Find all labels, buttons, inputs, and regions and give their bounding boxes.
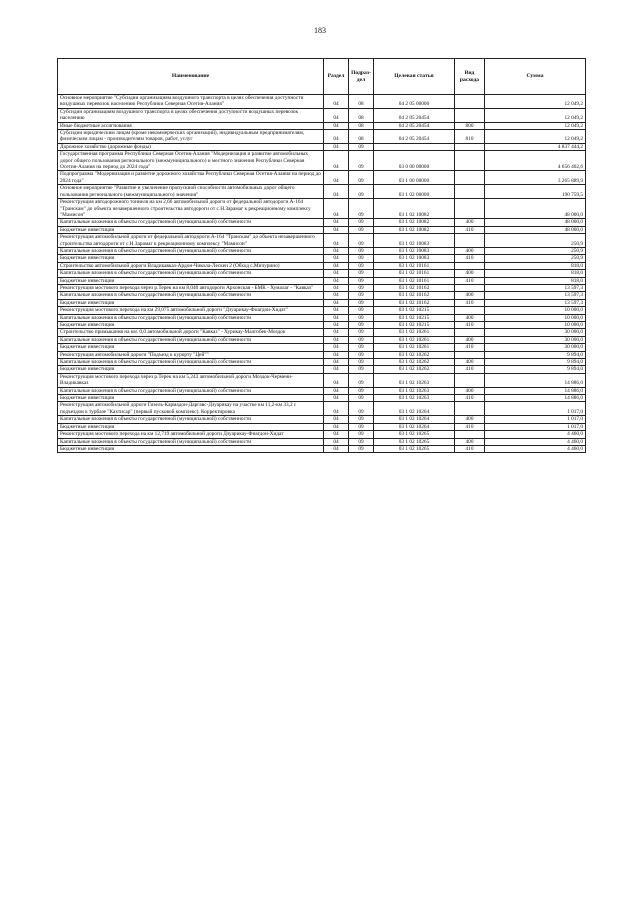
row-section: 04	[324, 284, 349, 291]
row-target: 03 1 02 10265	[374, 438, 455, 445]
row-expense-type: 800	[455, 122, 485, 129]
row-target	[374, 143, 455, 150]
row-subsection: 09	[349, 351, 374, 358]
row-section: 04	[324, 373, 349, 387]
table-row	[58, 143, 586, 150]
row-target: 03 1 02 10215	[374, 307, 455, 314]
row-section: 04	[324, 395, 349, 402]
row-expense-type	[455, 143, 485, 150]
table-row	[58, 387, 586, 394]
row-name: Капитальные вложения в объекты государственной (муниципальной) собственности	[58, 336, 324, 343]
table-row	[58, 185, 586, 199]
row-name: Капитальные вложения в объекты государственной (муниципальной) собственности	[58, 387, 324, 394]
row-subsection: 09	[349, 185, 374, 199]
row-target: 03 1 02 00000	[374, 185, 455, 199]
row-section: 04	[324, 329, 349, 336]
row-sum: 12 049,2	[485, 108, 586, 122]
row-subsection: 09	[349, 284, 374, 291]
row-expense-type	[455, 185, 485, 199]
table-row	[58, 373, 586, 387]
row-section: 04	[324, 247, 349, 254]
table-row	[58, 431, 586, 438]
row-name: Капитальные вложения в объекты государственной (муниципальной) собственности	[58, 247, 324, 254]
row-subsection: 09	[349, 307, 374, 314]
row-expense-type: 400	[455, 247, 485, 254]
row-name: Дорожное хозяйство (дорожные фонды)	[58, 143, 324, 150]
row-target: 03 1 02 10082	[374, 219, 455, 226]
row-sum: 4 837 444,2	[485, 143, 586, 150]
row-target: 03 1 02 10083	[374, 255, 455, 262]
table-row	[58, 255, 586, 262]
row-expense-type: 400	[455, 219, 485, 226]
row-subsection: 09	[349, 402, 374, 416]
row-expense-type: 410	[455, 423, 485, 430]
row-expense-type	[455, 373, 485, 387]
row-subsection: 08	[349, 122, 374, 129]
row-expense-type	[455, 307, 485, 314]
table-row	[58, 307, 586, 314]
row-name: Капитальные вложения в объекты государственной (муниципальной) собственности	[58, 416, 324, 423]
row-target: 03 1 02 10264	[374, 423, 455, 430]
row-subsection: 09	[349, 292, 374, 299]
row-name: Реконструкция автомобильной дороги от федеральной автодороги А-164 "Транскам" до объекта незавершенного строительства автодороги от с.Н.Зарамаг к рекреационному комплексу "Мамисон"	[58, 234, 324, 248]
table-row	[58, 270, 586, 277]
row-section: 04	[324, 307, 349, 314]
row-subsection: 08	[349, 95, 374, 109]
row-expense-type: 400	[455, 387, 485, 394]
row-subsection: 09	[349, 234, 374, 248]
row-target: 03 1 02 10262	[374, 351, 455, 358]
row-sum: 1 017,0	[485, 423, 586, 430]
row-expense-type	[455, 95, 485, 109]
row-subsection: 09	[349, 329, 374, 336]
row-section: 04	[324, 445, 349, 452]
row-name: Субсидии организациям воздушного транспорта в целях обеспечения доступности воздушных перевозок населению	[58, 108, 324, 122]
row-sum: 30 000,0	[485, 329, 586, 336]
header-expense-type: Вид расхода	[455, 59, 485, 95]
row-name: Реконструкция мостового перехода на км 12,719 автомобильной дороги Дзуарикау-Фиагдон-Хидат	[58, 431, 324, 438]
table-row	[58, 402, 586, 416]
row-target: 03 1 02 10161	[374, 262, 455, 269]
row-name: Реконструкция мостового перехода через р.Терек на км 8,040 автодороги Архонская - БМК - Хумалаг - "Кавказ"	[58, 284, 324, 291]
row-sum: 13 597,3	[485, 284, 586, 291]
table-row	[58, 438, 586, 445]
table-row	[58, 329, 586, 336]
row-expense-type: 410	[455, 255, 485, 262]
row-section: 04	[324, 108, 349, 122]
row-sum: 3 265 889,9	[485, 171, 586, 185]
row-section: 04	[324, 402, 349, 416]
row-name: Бюджетные инвестиции	[58, 445, 324, 452]
row-target: 03 1 02 10261	[374, 329, 455, 336]
row-target: 03 1 02 10215	[374, 314, 455, 321]
row-sum: 818,0	[485, 270, 586, 277]
row-expense-type: 400	[455, 336, 485, 343]
row-sum: 12 049,2	[485, 122, 586, 129]
row-target: 03 1 02 10262	[374, 366, 455, 373]
row-section: 04	[324, 299, 349, 306]
row-expense-type	[455, 284, 485, 291]
row-subsection: 09	[349, 171, 374, 185]
row-section: 04	[324, 226, 349, 233]
table-row	[58, 299, 586, 306]
row-expense-type: 410	[455, 344, 485, 351]
row-section: 04	[324, 344, 349, 351]
row-expense-type: 410	[455, 322, 485, 329]
row-subsection: 09	[349, 255, 374, 262]
table-row	[58, 122, 586, 129]
row-subsection: 09	[349, 373, 374, 387]
row-section: 04	[324, 438, 349, 445]
table-row	[58, 95, 586, 109]
row-name: Реконструкция мостового перехода через р.Терек на км 5,243 автомобильной дороги Моздок-Черменн-Владикавказ	[58, 373, 324, 387]
row-target: 03 1 02 10161	[374, 270, 455, 277]
row-expense-type: 400	[455, 314, 485, 321]
row-expense-type: 410	[455, 395, 485, 402]
row-name: Бюджетные инвестиции	[58, 344, 324, 351]
row-name: Бюджетные инвестиции	[58, 226, 324, 233]
row-target: 03 1 02 10262	[374, 359, 455, 366]
row-section: 04	[324, 277, 349, 284]
table-row	[58, 277, 586, 284]
row-name: Капитальные вложения в объекты государственной (муниципальной) собственности	[58, 270, 324, 277]
row-sum: 190 759,5	[485, 185, 586, 199]
row-target: 03 1 02 10261	[374, 344, 455, 351]
row-name: Подпрограмма "Модернизация и развитие дорожного хозяйства Республики Северная Осетия-Алания на период до 2024 года"	[58, 171, 324, 185]
row-subsection: 09	[349, 299, 374, 306]
header-subsection: Подраз-дел	[349, 59, 374, 95]
row-section: 04	[324, 416, 349, 423]
row-expense-type	[455, 431, 485, 438]
row-subsection: 09	[349, 270, 374, 277]
row-target: 03 1 02 10162	[374, 292, 455, 299]
row-name: Реконструкция автодорожного тоннеля на км 2,66 автомобильной дороги от федеральной автодороги А-164 "Транскам" до объекта незавершенного строительства автодороги от с.Н.Зарамаг к рекреационному комплексу "Мамисон"	[58, 199, 324, 219]
row-sum: 4 460,0	[485, 431, 586, 438]
row-target: 03 1 02 10082	[374, 199, 455, 219]
row-sum: 48 000,0	[485, 199, 586, 219]
row-section: 04	[324, 234, 349, 248]
row-expense-type	[455, 151, 485, 171]
row-subsection: 09	[349, 247, 374, 254]
row-name: Капитальные вложения в объекты государственной (муниципальной) собственности	[58, 359, 324, 366]
row-name: Бюджетные инвестиции	[58, 322, 324, 329]
row-expense-type: 410	[455, 277, 485, 284]
row-subsection: 09	[349, 387, 374, 394]
table-row	[58, 359, 586, 366]
row-name: Бюджетные инвестиции	[58, 423, 324, 430]
row-subsection: 08	[349, 108, 374, 122]
table-row	[58, 395, 586, 402]
row-sum: 9 894,0	[485, 366, 586, 373]
row-expense-type: 400	[455, 416, 485, 423]
row-section: 04	[324, 322, 349, 329]
row-section: 04	[324, 255, 349, 262]
header-sum: Сумма	[485, 59, 586, 95]
row-name: Бюджетные инвестиции	[58, 395, 324, 402]
row-sum: 1 017,0	[485, 416, 586, 423]
row-name: Субсидии юридическим лицам (кроме некоммерческих организаций), индивидуальным предпринимателям, физическим лицам - производителям товаров, работ, услуг	[58, 130, 324, 144]
table-row	[58, 171, 586, 185]
row-sum: 30 000,0	[485, 344, 586, 351]
table-row	[58, 336, 586, 343]
table-row	[58, 226, 586, 233]
table-row	[58, 247, 586, 254]
row-subsection: 09	[349, 277, 374, 284]
row-sum: 14 886,0	[485, 387, 586, 394]
row-name: Основное мероприятие "Субсидии организациям воздушного транспорта в целях обеспечения доступности воздушных перевозок населению Республики Северная Осетия-Алания"	[58, 95, 324, 109]
row-subsection: 09	[349, 416, 374, 423]
row-expense-type: 400	[455, 270, 485, 277]
row-expense-type: 410	[455, 299, 485, 306]
row-expense-type	[455, 402, 485, 416]
row-sum: 48 000,0	[485, 219, 586, 226]
row-target: 03 0 00 00000	[374, 151, 455, 171]
row-subsection: 09	[349, 366, 374, 373]
row-subsection: 09	[349, 344, 374, 351]
header-section: Раздел	[324, 59, 349, 95]
row-sum: 48 000,0	[485, 226, 586, 233]
row-name: Иные бюджетные ассигнования	[58, 122, 324, 129]
row-subsection: 09	[349, 262, 374, 269]
row-target: 03 1 02 10265	[374, 431, 455, 438]
row-expense-type: 400	[455, 359, 485, 366]
row-sum: 250,9	[485, 247, 586, 254]
row-name: Реконструкция автомобильной дороги Гизель-Кармадон-Даргавс-Дзуарикау на участке км 11,2-км 33,2 с подъездом к турбазе "Кахтисар" (первый пусковой комплекс). Корректировка	[58, 402, 324, 416]
row-subsection: 09	[349, 199, 374, 219]
row-section: 04	[324, 366, 349, 373]
row-sum: 9 894,0	[485, 359, 586, 366]
row-subsection: 09	[349, 336, 374, 343]
row-target: 03 1 02 10161	[374, 277, 455, 284]
row-name: Реконструкция мостового перехода на км 29,075 автомобильной дороги "Дзуарикау-Фиагдон-Хидат"	[58, 307, 324, 314]
row-section: 04	[324, 95, 349, 109]
row-expense-type	[455, 234, 485, 248]
table-row	[58, 262, 586, 269]
row-sum: 250,9	[485, 234, 586, 248]
row-name: Капитальные вложения в объекты государственной (муниципальной) собственности	[58, 219, 324, 226]
row-target: 04 2 05 00000	[374, 95, 455, 109]
row-target: 04 2 05 20454	[374, 130, 455, 144]
row-target: 03 1 02 10263	[374, 373, 455, 387]
row-sum: 4 656 402,6	[485, 151, 586, 171]
row-sum: 14 886,0	[485, 395, 586, 402]
row-subsection: 09	[349, 438, 374, 445]
row-section: 04	[324, 151, 349, 171]
row-name: Капитальные вложения в объекты государственной (муниципальной) собственности	[58, 438, 324, 445]
header-name: Наименование	[58, 59, 324, 95]
row-target: 04 2 05 20454	[374, 122, 455, 129]
row-sum: 1 017,0	[485, 402, 586, 416]
row-subsection: 09	[349, 314, 374, 321]
row-section: 04	[324, 270, 349, 277]
table-row	[58, 445, 586, 452]
row-section: 04	[324, 314, 349, 321]
row-target: 03 1 02 10082	[374, 226, 455, 233]
row-section: 04	[324, 219, 349, 226]
row-section: 04	[324, 351, 349, 358]
row-section: 04	[324, 130, 349, 144]
row-section: 04	[324, 292, 349, 299]
row-subsection: 08	[349, 130, 374, 144]
row-subsection: 09	[349, 143, 374, 150]
row-target: 03 1 02 10215	[374, 322, 455, 329]
table-row	[58, 108, 586, 122]
table-row	[58, 130, 586, 144]
row-sum: 14 886,0	[485, 373, 586, 387]
row-name: Бюджетные инвестиции	[58, 366, 324, 373]
row-expense-type: 400	[455, 292, 485, 299]
row-section: 04	[324, 336, 349, 343]
table-row	[58, 366, 586, 373]
row-section: 04	[324, 262, 349, 269]
row-sum: 818,0	[485, 262, 586, 269]
row-sum: 818,0	[485, 277, 586, 284]
row-name: Бюджетные инвестиции	[58, 255, 324, 262]
row-section: 04	[324, 143, 349, 150]
row-section: 04	[324, 122, 349, 129]
row-target: 03 1 02 10083	[374, 247, 455, 254]
row-subsection: 09	[349, 395, 374, 402]
row-target: 03 1 02 10265	[374, 445, 455, 452]
row-name: Капитальные вложения в объекты государственной (муниципальной) собственности	[58, 292, 324, 299]
row-name: Строительство примыкания на км. 0,0 автомобильной дороги "Кавказ" - Хурикау-Малгобек-Моздок	[58, 329, 324, 336]
row-name: Бюджетные инвестиции	[58, 299, 324, 306]
row-expense-type	[455, 108, 485, 122]
row-expense-type: 810	[455, 130, 485, 144]
row-expense-type: 400	[455, 438, 485, 445]
row-sum: 250,9	[485, 255, 586, 262]
table-row	[58, 284, 586, 291]
row-sum: 30 000,0	[485, 336, 586, 343]
row-subsection: 09	[349, 219, 374, 226]
row-subsection: 09	[349, 423, 374, 430]
row-target: 04 2 05 20454	[374, 108, 455, 122]
row-sum: 12 049,2	[485, 130, 586, 144]
table-row	[58, 292, 586, 299]
row-name: Строительство автомобильной дороги Владикавказ-Ардон-Чикола-Лескен 2 (Обход с.Мичурино)	[58, 262, 324, 269]
page-number: 183	[314, 26, 326, 35]
table-row	[58, 151, 586, 171]
row-section: 04	[324, 359, 349, 366]
row-name: Бюджетные инвестиции	[58, 277, 324, 284]
row-sum: 10 000,0	[485, 322, 586, 329]
table-row	[58, 344, 586, 351]
row-target: 03 1 02 10162	[374, 284, 455, 291]
budget-table	[57, 58, 586, 453]
row-subsection: 09	[349, 431, 374, 438]
row-expense-type: 410	[455, 445, 485, 452]
row-section: 04	[324, 171, 349, 185]
table-row	[58, 423, 586, 430]
row-section: 04	[324, 199, 349, 219]
row-subsection: 09	[349, 322, 374, 329]
row-sum: 13 597,3	[485, 299, 586, 306]
row-section: 04	[324, 387, 349, 394]
row-target: 03 1 00 00000	[374, 171, 455, 185]
row-sum: 4 460,0	[485, 445, 586, 452]
row-expense-type: 410	[455, 226, 485, 233]
row-expense-type	[455, 351, 485, 358]
row-target: 03 1 02 10263	[374, 387, 455, 394]
row-expense-type	[455, 171, 485, 185]
row-sum: 4 460,0	[485, 438, 586, 445]
row-expense-type	[455, 199, 485, 219]
table-row	[58, 351, 586, 358]
row-section: 04	[324, 431, 349, 438]
row-expense-type: 410	[455, 366, 485, 373]
row-expense-type	[455, 262, 485, 269]
row-sum: 13 597,3	[485, 292, 586, 299]
row-subsection: 09	[349, 359, 374, 366]
table-header	[58, 59, 586, 95]
row-target: 03 1 02 10263	[374, 395, 455, 402]
row-name: Капитальные вложения в объекты государственной (муниципальной) собственности	[58, 314, 324, 321]
row-subsection: 09	[349, 151, 374, 171]
table-row	[58, 234, 586, 248]
row-name: Государственная программа Республики Северная Осетия-Алания "Модернизация и развитие автомобильных дорог общего пользования регионального (межмуниципального) и местного значения Республики Северная Осетия-Алания на период до 2024 года"	[58, 151, 324, 171]
table-body	[58, 95, 586, 453]
table-row	[58, 199, 586, 219]
row-subsection: 09	[349, 445, 374, 452]
table-row	[58, 219, 586, 226]
header-target: Целевая статья	[374, 59, 455, 95]
row-subsection: 09	[349, 226, 374, 233]
row-target: 03 1 02 10083	[374, 234, 455, 248]
row-expense-type	[455, 329, 485, 336]
row-section: 04	[324, 423, 349, 430]
row-target: 03 1 02 10264	[374, 416, 455, 423]
row-sum: 10 000,0	[485, 314, 586, 321]
row-sum: 10 000,0	[485, 307, 586, 314]
table-row	[58, 416, 586, 423]
row-section: 04	[324, 185, 349, 199]
row-sum: 12 049,2	[485, 95, 586, 109]
row-target: 03 1 02 10264	[374, 402, 455, 416]
row-sum: 9 894,0	[485, 351, 586, 358]
row-name: Реконструкция автомобильной дороги "Подъезд к курорту "Цей""	[58, 351, 324, 358]
table-row	[58, 314, 586, 321]
row-target: 03 1 02 10162	[374, 299, 455, 306]
row-target: 03 1 02 10261	[374, 336, 455, 343]
table-row	[58, 322, 586, 329]
row-name: Основное мероприятие "Развитие и увеличение пропускной способности автомобильных дорог общего пользования регионального (межмуниципального) значения"	[58, 185, 324, 199]
